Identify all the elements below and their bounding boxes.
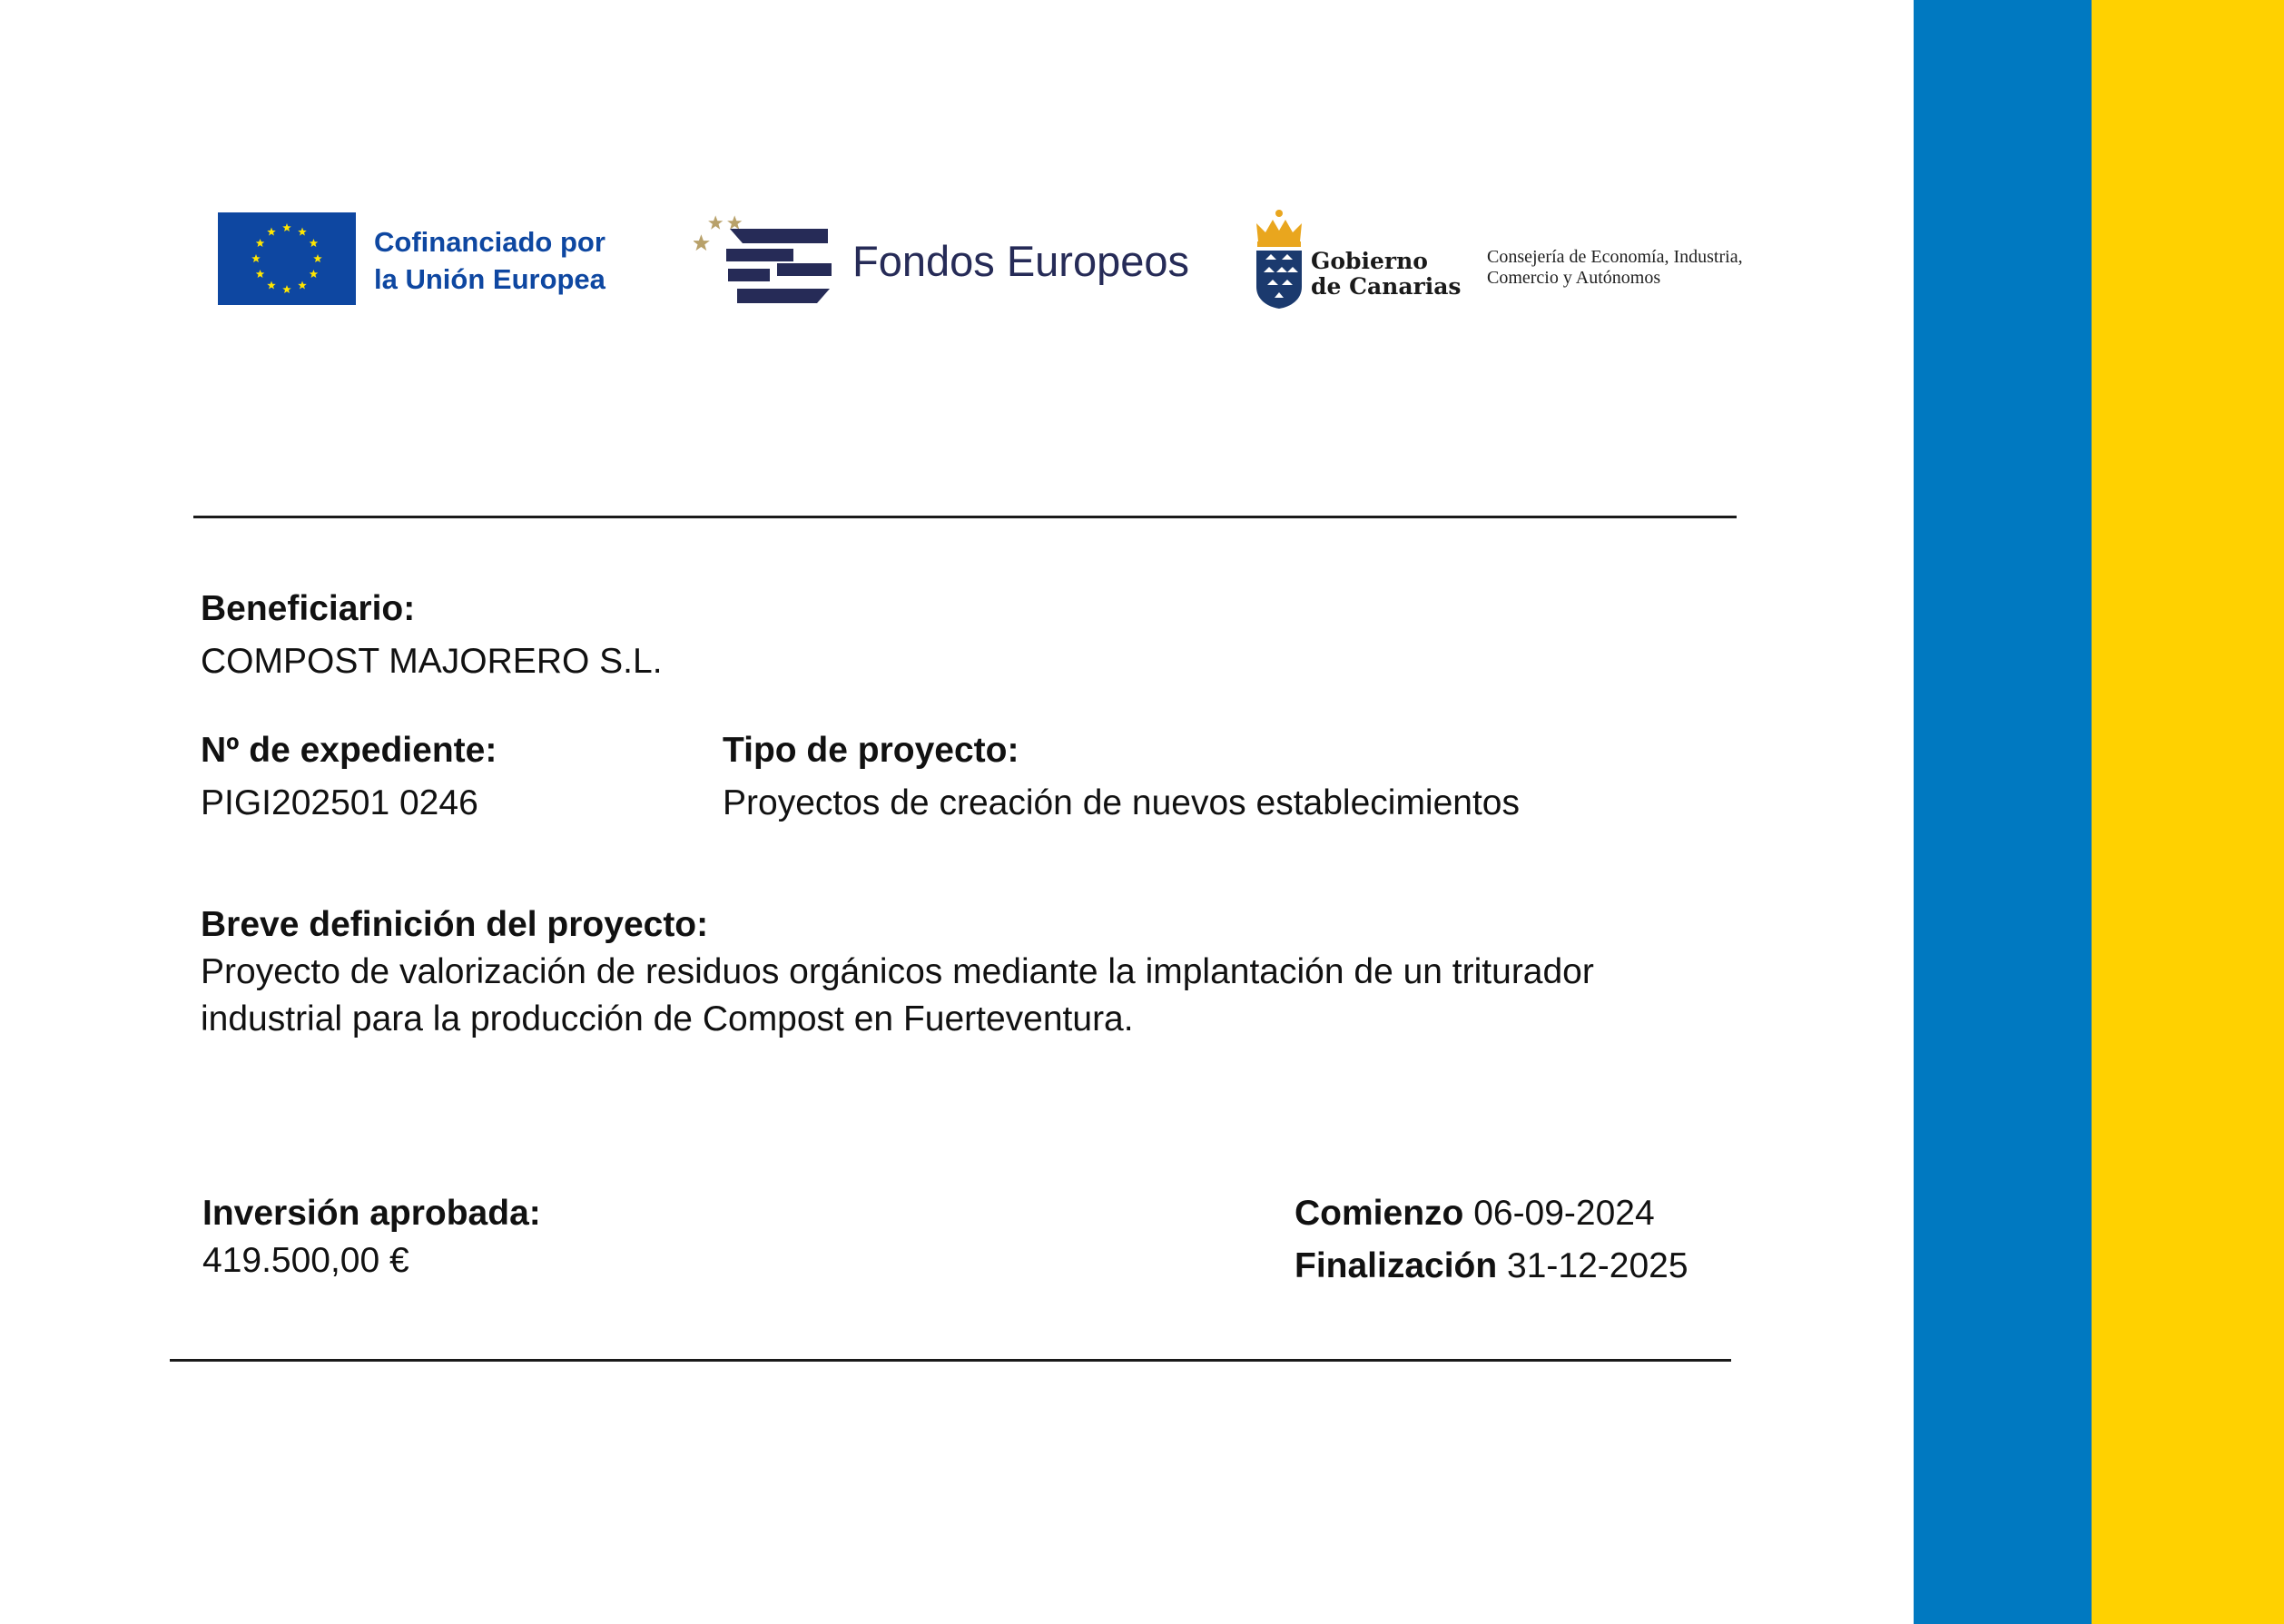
eu-logo-line2: la Unión Europea — [374, 263, 605, 295]
yellow-stripe — [2092, 0, 2284, 1624]
comienzo-line — [1295, 1193, 1655, 1235]
definicion-label: Breve definición del proyecto: — [201, 905, 709, 944]
expediente-value: PIGI202501 0246 — [201, 783, 478, 822]
fondos-europeos-mark-icon — [694, 211, 832, 309]
comienzo-value: 06-09-2024 — [1473, 1194, 1655, 1233]
finalizacion-line — [1295, 1245, 1688, 1287]
expediente-label: Nº de expediente: — [201, 731, 497, 770]
eu-logo-line1: Cofinanciado por — [374, 226, 605, 258]
fondos-europeos-text: Fondos Europeos — [852, 237, 1190, 285]
consejeria-line1: Consejería de Economía, Industria, — [1487, 247, 1743, 267]
eu-flag-icon — [218, 212, 356, 305]
finalizacion-value: 31-12-2025 — [1507, 1246, 1688, 1285]
tipo-proyecto-label: Tipo de proyecto: — [723, 731, 1019, 770]
gobierno-canarias-text — [1311, 249, 1462, 300]
comienzo-label: Comienzo — [1295, 1194, 1464, 1233]
blue-stripe — [1914, 0, 2092, 1624]
top-divider — [193, 516, 1737, 518]
consejeria-line2: Comercio y Autónomos — [1487, 268, 1661, 288]
beneficiario-label: Beneficiario: — [201, 589, 416, 628]
inversion-value: 419.500,00 € — [202, 1241, 409, 1280]
beneficiario-value: COMPOST MAJORERO S.L. — [201, 642, 663, 681]
definicion-value: Proyecto de valorización de residuos orgánicos mediante la implantación de un triturador industrial para la producción de Compost en Fuerteventura. — [201, 952, 1594, 1038]
inversion-label: Inversión aprobada: — [202, 1194, 541, 1233]
finalizacion-label: Finalización — [1295, 1246, 1498, 1285]
eu-logo-text — [374, 223, 605, 298]
consejeria-text — [1487, 247, 1743, 289]
bottom-divider — [170, 1359, 1731, 1362]
gobierno-line2: de Canarias — [1311, 273, 1462, 300]
gobierno-line1: Gobierno — [1311, 248, 1428, 274]
tipo-proyecto-value: Proyectos de creación de nuevos establecimientos — [723, 783, 1520, 822]
canarias-crest-icon — [1255, 209, 1304, 310]
